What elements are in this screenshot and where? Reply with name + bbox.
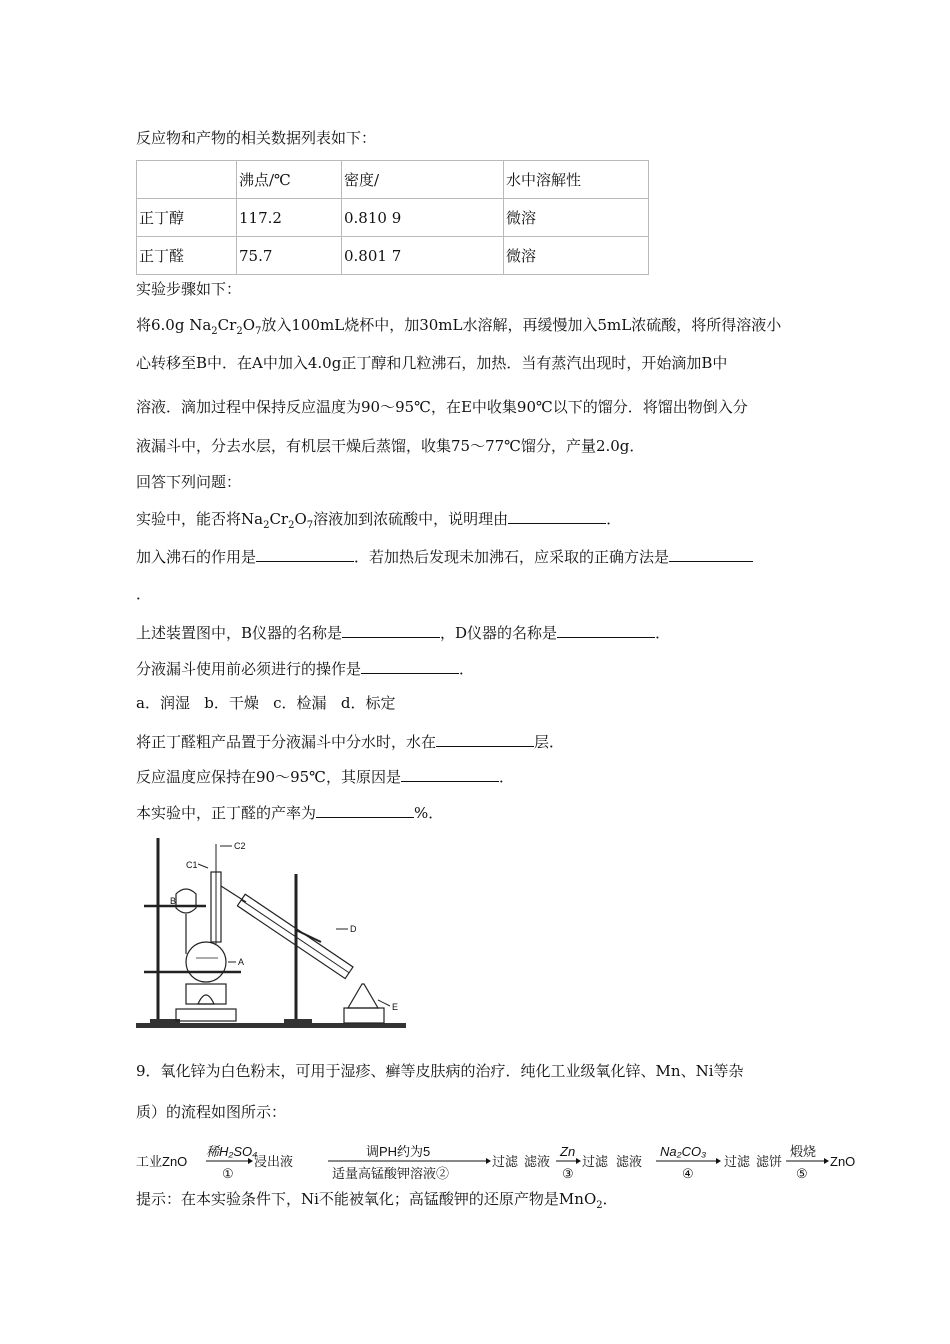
process-flowchart xyxy=(136,1136,856,1186)
label-c2: C2 xyxy=(234,841,246,851)
steps-line-4: 液漏斗中，分去水层，有机层干燥后蒸馏，收集75～77℃馏分，产量2.0g． xyxy=(136,437,645,455)
subscript: 2 xyxy=(263,520,270,531)
hint-body: 提示：在本实验条件下，Ni不能被氧化；高锰酸钾的还原产物是MnO xyxy=(136,1190,597,1208)
question-text: 反应温度应保持在90～95℃，其原因是 xyxy=(136,768,401,786)
data-table xyxy=(136,160,649,275)
subscript: 2 xyxy=(288,520,295,531)
flow-product-7: 滤饼 xyxy=(756,1154,783,1169)
answer-blank[interactable] xyxy=(508,508,606,524)
table-cell: 正丁醇 xyxy=(137,199,237,237)
label-b: B xyxy=(170,896,177,906)
flow-step-1-top: 稀H₂SO₄ xyxy=(206,1144,258,1159)
question-text: 实验中，能否将Na xyxy=(136,510,264,528)
steps-title: 实验步骤如下： xyxy=(136,280,242,298)
flow-step-2-top: 调PH约为5 xyxy=(366,1144,431,1159)
steps-text: 放入100mL烧杯中，加30mL水溶解，再缓慢加入5mL浓硫酸，将所得溶液小 xyxy=(261,316,782,334)
c1-leader xyxy=(198,864,208,868)
question-text: 溶液加到浓硫酸中，说明理由 xyxy=(313,510,509,528)
table-cell: 微溶 xyxy=(504,199,649,237)
answer-blank[interactable] xyxy=(669,546,753,562)
steps-line-2: 心转移至B中．在A中加入4.0g正丁醇和几粒沸石，加热．当有蒸汽出现时，开始滴加B中 xyxy=(136,354,728,372)
table-cell: 0.801 7 xyxy=(342,237,504,275)
flow-step-1-bottom: ① xyxy=(222,1166,234,1181)
round-flask-a xyxy=(186,942,226,982)
question-text: 分液漏斗使用前必须进行的操作是 xyxy=(136,660,362,678)
answer-blank[interactable] xyxy=(316,802,414,818)
question-text: Cr xyxy=(269,510,289,528)
flow-step-5-top: 煅烧 xyxy=(790,1144,817,1159)
label-c1: C1 xyxy=(186,860,198,870)
flow-end: ZnO xyxy=(830,1154,856,1169)
flow-product-1: 浸出液 xyxy=(254,1154,294,1169)
question-1 xyxy=(136,508,621,536)
question-5 xyxy=(136,731,564,752)
flow-step-2-bottom: 适量高锰酸钾溶液② xyxy=(332,1166,450,1181)
e-leader xyxy=(378,1000,390,1006)
answer-title: 回答下列问题： xyxy=(136,473,242,491)
table-cell: 微溶 xyxy=(504,237,649,275)
table-row xyxy=(137,199,649,237)
steps-line-3: 溶液．滴加过程中保持反应温度为90～95℃，在E中收集90℃以下的馏分．将馏出物倒入分 xyxy=(136,398,748,416)
answer-blank[interactable] xyxy=(256,546,354,562)
flow-product-6: 过滤 xyxy=(724,1154,751,1169)
table-header-cell: 密度/ xyxy=(342,161,504,199)
flow-step-4-top: Na₂CO₃ xyxy=(660,1144,707,1159)
heater-base xyxy=(176,1009,236,1021)
table-cell: 0.810 9 xyxy=(342,199,504,237)
question-text: ．若加热后发现未加沸石，应采取的正确方法是 xyxy=(354,548,670,566)
subscript: 2 xyxy=(236,326,243,337)
question-text: ． xyxy=(606,510,622,528)
question-2-end: ． xyxy=(136,585,152,603)
subscript: 2 xyxy=(211,326,218,337)
flow-step-3-bottom: ③ xyxy=(562,1166,574,1181)
steps-text: 将6.0g Na xyxy=(136,316,212,334)
middle-stand-foot xyxy=(284,1019,312,1024)
flow-start: 工业ZnO xyxy=(136,1154,188,1169)
question-text: 加入沸石的作用是 xyxy=(136,548,257,566)
flow-product-2: 过滤 xyxy=(492,1154,519,1169)
answer-blank[interactable] xyxy=(342,622,440,638)
answer-blank[interactable] xyxy=(401,766,499,782)
question-text: 层． xyxy=(534,733,565,751)
table-cell: 正丁醛 xyxy=(137,237,237,275)
flow-product-3: 滤液 xyxy=(524,1154,551,1169)
label-d: D xyxy=(350,924,357,934)
answer-blank[interactable] xyxy=(361,658,459,674)
question-4-options: a．润湿 b．干燥 c．检漏 d．标定 xyxy=(136,694,396,712)
label-a: A xyxy=(238,957,245,967)
table-header-row xyxy=(137,161,649,199)
table-cell: 75.7 xyxy=(237,237,342,275)
question-text: 将正丁醛粗产品置于分液漏斗中分水时，水在 xyxy=(136,733,437,751)
question-text: 上述装置图中，B仪器的名称是 xyxy=(136,624,343,642)
question-6 xyxy=(136,766,514,787)
problem-9-line-2: 质）的流程如图所示： xyxy=(136,1103,287,1121)
problem-9-line-1: 9．氧化锌为白色粉末，可用于湿疹、癣等皮肤病的治疗．纯化工业级氧化锌、Mn、Ni等杂 xyxy=(136,1062,744,1080)
flowchart-svg xyxy=(136,1136,856,1186)
flame xyxy=(198,995,214,1004)
question-text: O xyxy=(294,510,307,528)
label-e: E xyxy=(392,1002,399,1012)
table-header-cell: 沸点/℃ xyxy=(237,161,342,199)
arrow-head-5 xyxy=(824,1158,829,1164)
steps-line-1 xyxy=(136,315,781,342)
question-text: ． xyxy=(498,768,514,786)
subscript: 7 xyxy=(255,326,262,337)
heater-stand xyxy=(186,984,226,1004)
apparatus-figure xyxy=(136,834,406,1034)
steps-text: Cr xyxy=(217,316,237,334)
dropping-funnel-b xyxy=(176,889,196,913)
flow-step-4-bottom: ④ xyxy=(682,1166,694,1181)
question-3 xyxy=(136,622,670,643)
steps-text: O xyxy=(242,316,256,334)
hint-end: ． xyxy=(602,1190,618,1208)
intro-text: 反应物和产物的相关数据列表如下： xyxy=(136,129,377,147)
flow-product-5: 滤液 xyxy=(616,1154,643,1169)
flow-product-4: 过滤 xyxy=(582,1154,609,1169)
arrow-head-4 xyxy=(716,1158,721,1164)
question-text: %． xyxy=(414,804,444,822)
receiving-flask-e xyxy=(348,984,378,1008)
apparatus-svg xyxy=(136,834,406,1034)
arrow-head-3 xyxy=(576,1158,581,1164)
flow-step-3-top: Zn xyxy=(560,1144,576,1159)
ice-bath xyxy=(344,1008,384,1023)
question-text: ，D仪器的名称是 xyxy=(440,624,558,642)
subscript: 2 xyxy=(596,1200,603,1211)
subscript: 7 xyxy=(306,520,314,531)
question-text: ． xyxy=(459,660,475,678)
question-4 xyxy=(136,658,474,679)
table-row xyxy=(137,237,649,275)
question-7 xyxy=(136,802,443,823)
answer-blank[interactable] xyxy=(557,622,655,638)
table-cell: 117.2 xyxy=(237,199,342,237)
flow-step-5-bottom: ⑤ xyxy=(796,1166,808,1181)
question-2 xyxy=(136,546,753,567)
middle-clamp xyxy=(296,930,321,942)
arrow-head-2 xyxy=(486,1158,491,1164)
question-text: 本实验中，正丁醛的产率为 xyxy=(136,804,317,822)
answer-blank[interactable] xyxy=(436,731,534,747)
table-header-cell: 水中溶解性 xyxy=(504,161,649,199)
question-text: ． xyxy=(655,624,671,642)
table-header-cell xyxy=(137,161,237,199)
hint-text xyxy=(136,1189,618,1216)
